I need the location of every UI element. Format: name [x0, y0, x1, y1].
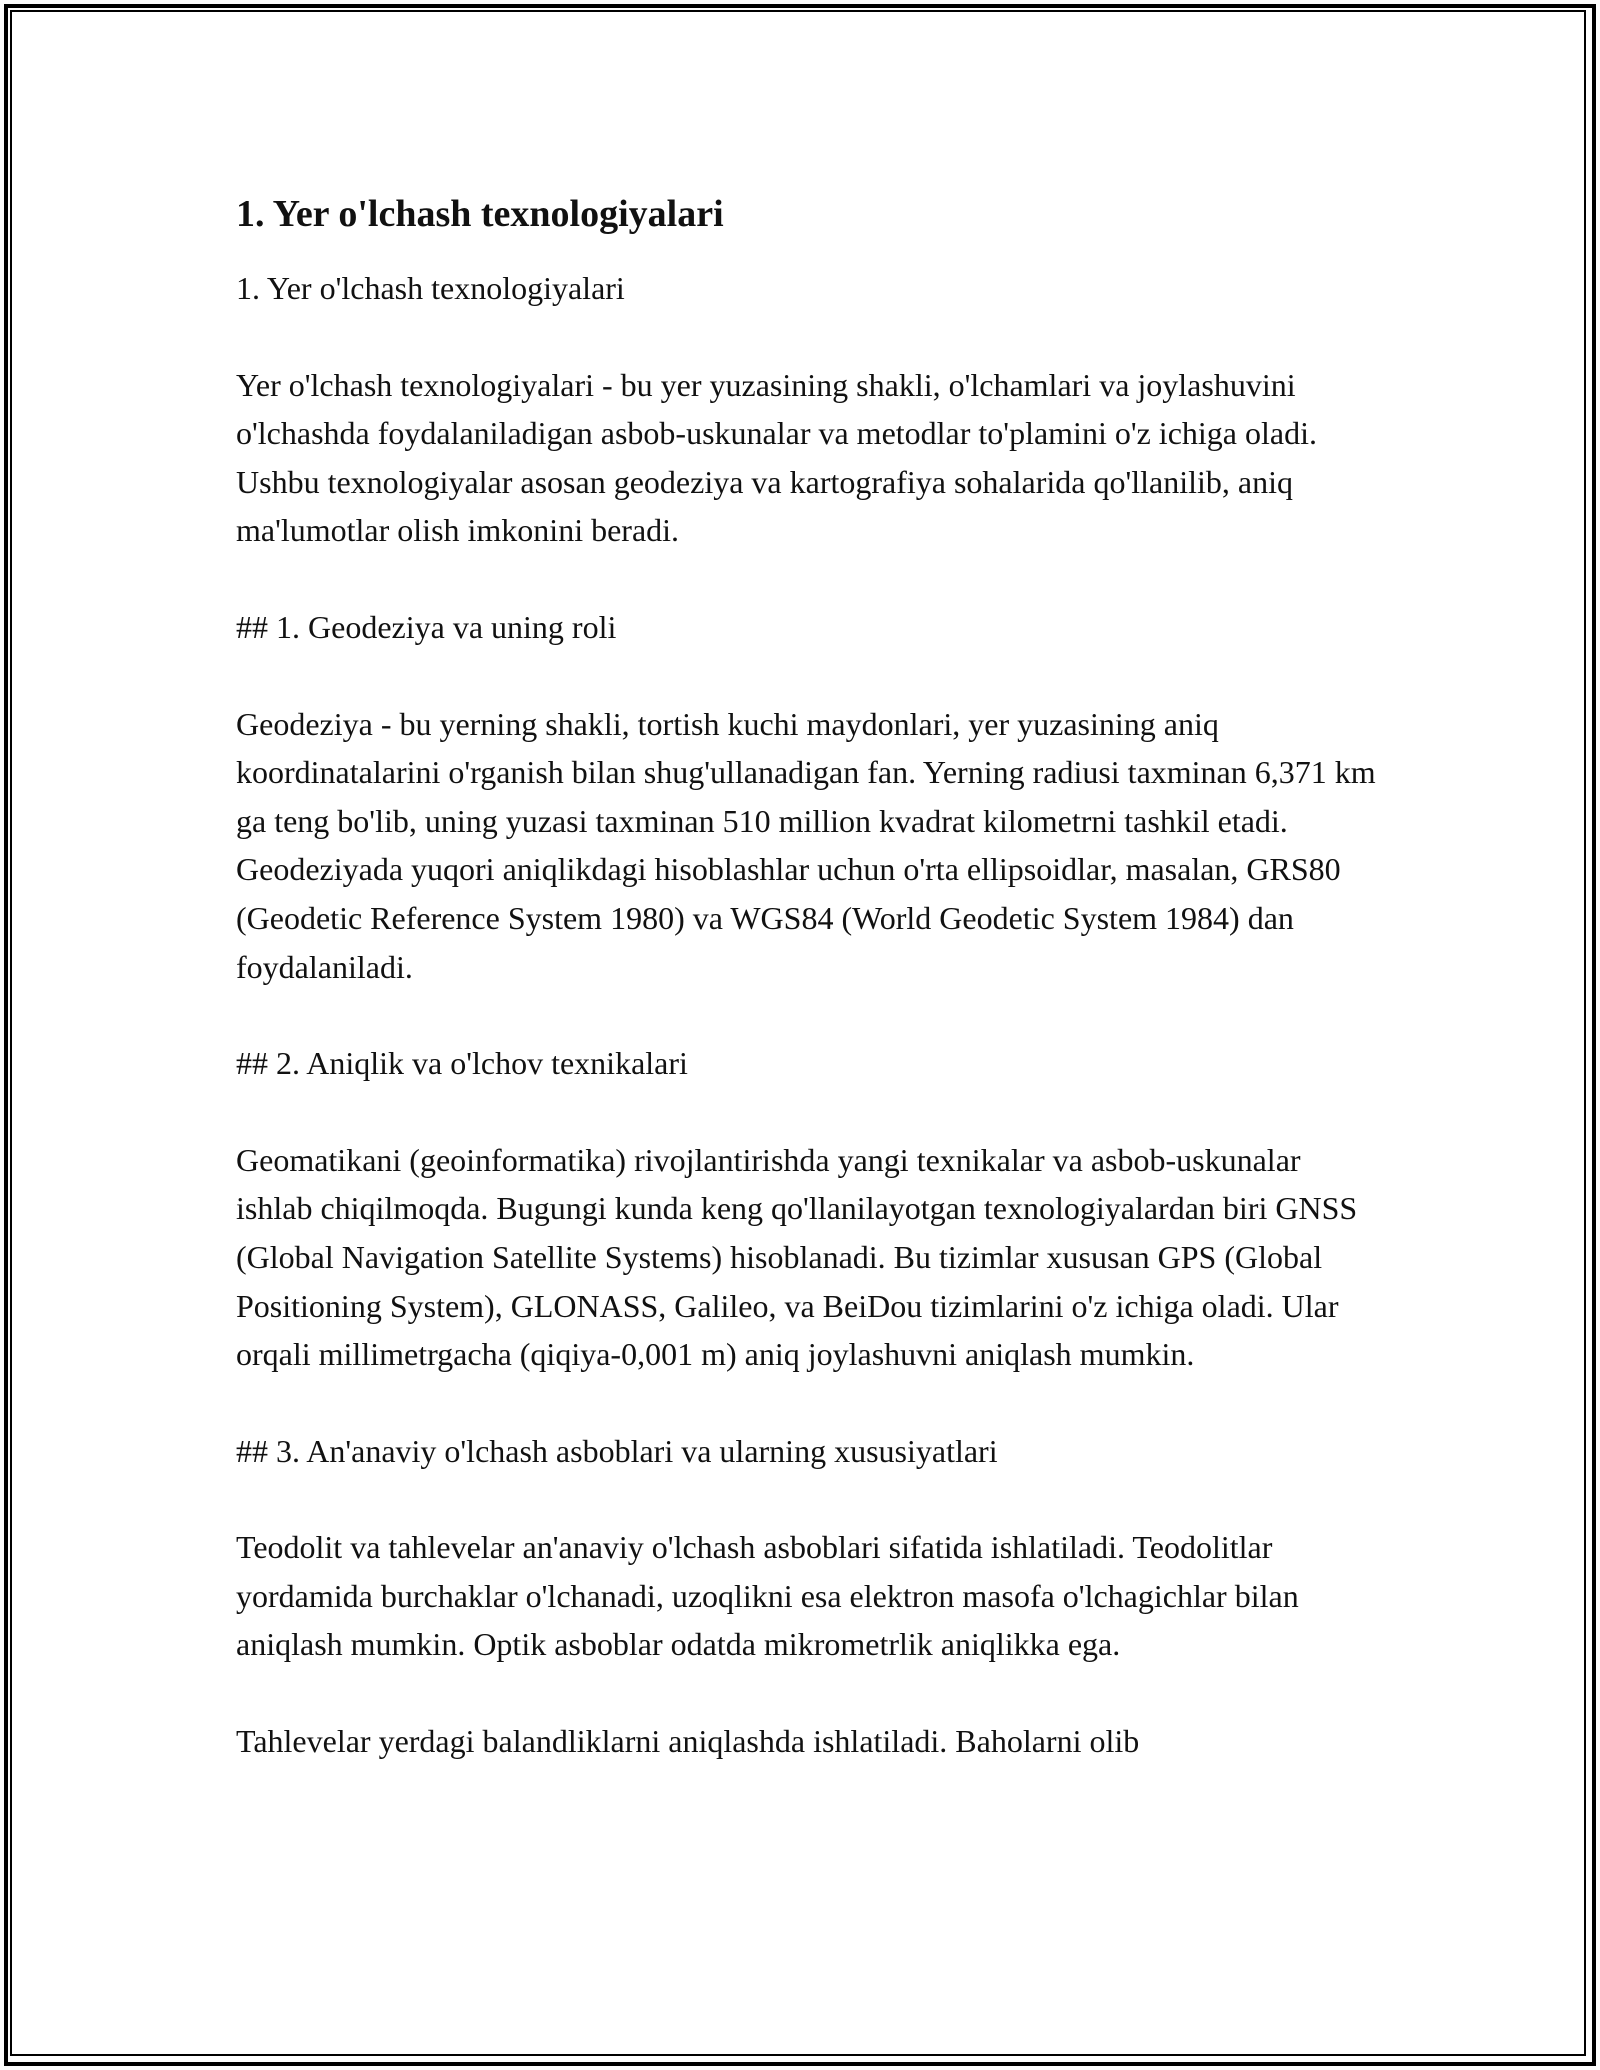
paragraph-intro: Yer o'lchash texnologiyalari - bu yer yuzasining shakli, o'lchamlari va joylashuvini o'lchashda foydalaniladigan asbob-uskunalar va metodlar to'plamini o'z ichiga oladi. Ushbu texnologiyalar asosan geodeziya va kartografiya sohalarida qo'llanilib, aniq ma'lumotlar olish imkonini beradi.: [236, 366, 1317, 549]
document-body: [236, 186, 1376, 1814]
paragraph-title-repeat: 1. Yer o'lchash texnologiyalari: [236, 270, 625, 306]
section-heading-geodeziya: ## 1. Geodeziya va uning roli: [236, 608, 617, 645]
paragraph-ananaviy: Teodolit va tahlevelar an'anaviy o'lchash asboblari sifatida ishlatiladi. Teodolitlar yordamida burchaklar o'lchanadi, uzoqlikni esa elektron masofa o'lchagichlar bilan aniqlash mumkin. Optik asboblar odatda mikrometrlik aniqlikka ega.: [236, 1529, 1299, 1663]
section-heading-ananaviy: ## 3. An'anaviy o'lchash asboblari va ularning xususiyatlari: [236, 1432, 998, 1469]
paragraph-tahlevelar: Tahlevelar yerdagi balandliklarni aniqlashda ishlatiladi. Baholarni olib: [236, 1723, 1140, 1760]
paragraph-aniqlik: Geomatikani (geoinformatika) rivojlantirishda yangi texnikalar va asbob-uskunalar ishlab chiqilmoqda. Bugungi kunda keng qo'llanilayotgan texnologiyalardan biri GNSS (Global Navigation Satellite Systems) hisoblanadi. Bu tizimlar xususan GPS (Global Positioning System), GLONASS, Galileo, va BeiDou tizimlarini o'z ichiga oladi. Ular orqali millimetrgacha (qiqiya-0,001 m) aniq joylashuvni aniqlash mumkin.: [236, 1141, 1358, 1373]
section-heading-aniqlik: ## 2. Aniqlik va o'lchov texnikalari: [236, 1045, 688, 1082]
document-title: 1. Yer o'lchash texnologiyalari: [236, 193, 724, 235]
paragraph-geodeziya: Geodeziya - bu yerning shakli, tortish kuchi maydonlari, yer yuzasining aniq koordinatalarini o'rganish bilan shug'ullanadigan fan. Yerning radiusi taxminan 6,371 km ga teng bo'lib, uning yuzasi taxminan 510 million kvadrat kilometrni tashkil etadi. Geodeziyada yuqori aniqlikdagi hisoblashlar uchun o'rta ellipsoidlar, masalan, GRS80 (Geodetic Reference System 1980) va WGS84 (World Geodetic System 1984) dan foydalaniladi.: [236, 705, 1376, 985]
